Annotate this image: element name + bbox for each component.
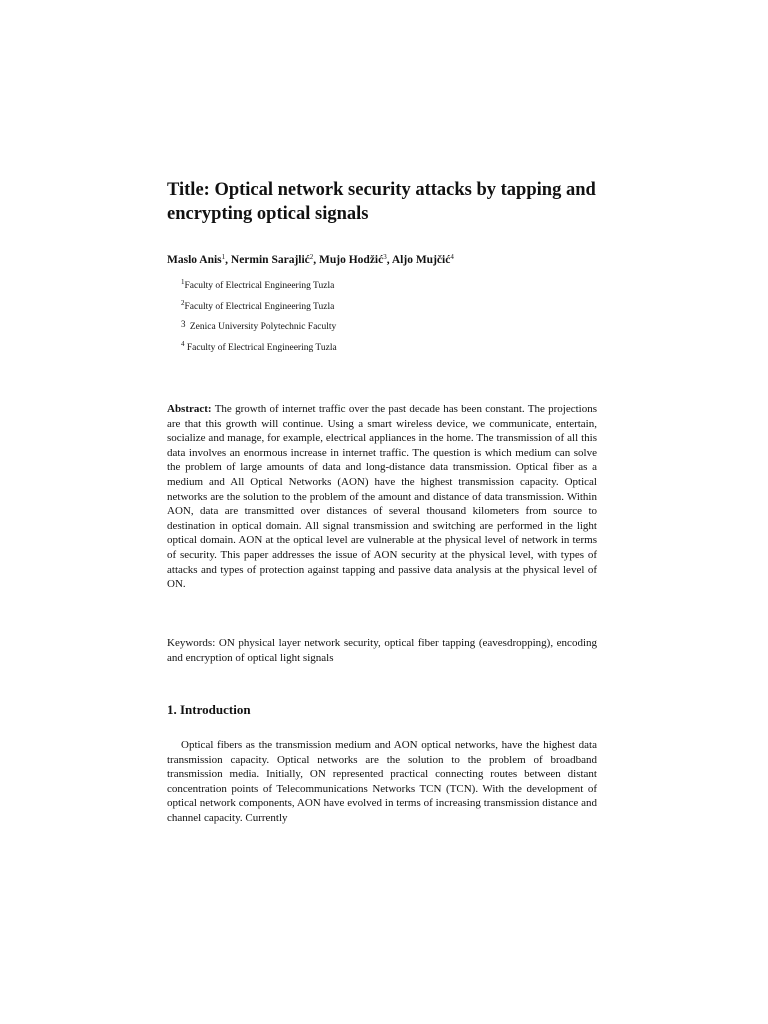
author-affiliation-mark: 1	[221, 253, 226, 261]
abstract-label: Abstract:	[167, 403, 212, 415]
abstract-text: The growth of internet traffic over the past decade has been constant. The projections are that this growth will continue. Using a smart wireless device, we communicate, entertain, socialize and manage, for example, electrical appliances in the home. The transmission of all this data involves an enormous increase in internet traffic. The question is which medium can solve the problem of large amounts of data and long-distance data transmission. Optical fiber as a medium and All Optical Networks (AON) have the highest transmission capacity. Optical networks are the solution to the problem of the amount and distance of data transmission. Within AON, data are transmitted over distances of several thousand kilometers from source to destination in optical domain. All signal transmission and switching are performed in the light optical domain. AON at the optical level are vulnerable at the physical level of network in terms of security. This paper addresses the issue of AON security at the physical level, with types of attacks and types of protection against tapping and passive data analysis at the physical level of ON.	[167, 403, 597, 591]
section-heading-introduction: 1. Introduction	[167, 702, 251, 717]
affiliation-item	[181, 339, 581, 363]
affiliation-item	[181, 321, 581, 342]
author-name: Aljo Mujčić	[391, 254, 451, 266]
affiliation-item	[181, 298, 581, 322]
keywords: Keywords: ON physical layer network security, optical fiber tapping (eavesdropping), encoding and encryption of optical light signals	[167, 637, 597, 664]
affiliation-mark: 4	[181, 339, 185, 348]
abstract	[167, 402, 597, 592]
author-name: Mujo Hodžić	[319, 254, 384, 266]
affiliation-mark: 3	[181, 319, 186, 329]
affiliation-item	[181, 280, 581, 301]
affiliation-mark: 1	[181, 278, 185, 286]
author-affiliation-mark: 4	[450, 253, 454, 261]
affiliation-text: Zenica University Polytechnic Faculty	[187, 322, 337, 332]
affiliation-text: Faculty of Electrical Engineering Tuzla	[184, 281, 335, 291]
author-list: Maslo Anis$^1$, Nermin Sarajlić$^2$, Mujo Hodžić$^3$, Aljo Mujčić$^4$	[167, 253, 454, 266]
paper-title: Title: Optical network security attacks by tapping and encrypting optical signals	[167, 180, 596, 224]
affiliation-mark: 2	[181, 298, 185, 307]
author-affiliation-mark: 2	[309, 253, 314, 261]
author-name: Nermin Sarajlić	[230, 254, 310, 266]
author-affiliation-mark: 3	[383, 253, 387, 261]
affiliation-list	[181, 280, 581, 362]
affiliation-text: Faculty of Electrical Engineering Tuzla	[184, 301, 335, 312]
author-name: Maslo Anis	[167, 254, 222, 266]
affiliation-text: Faculty of Electrical Engineering Tuzla	[184, 342, 337, 353]
introduction-paragraph: Optical fibers as the transmission medium and AON optical networks, have the highest data transmission capacity. Optical networks are the solution to the problem of broadband transmission media. Initially, ON represented practical connecting routes between distant concentration points of Telecommunications Networks TCN (TCN). With the development of optical network components, AON have evolved in terms of increasing transmission distance and channel capacity. Currently	[167, 739, 597, 824]
